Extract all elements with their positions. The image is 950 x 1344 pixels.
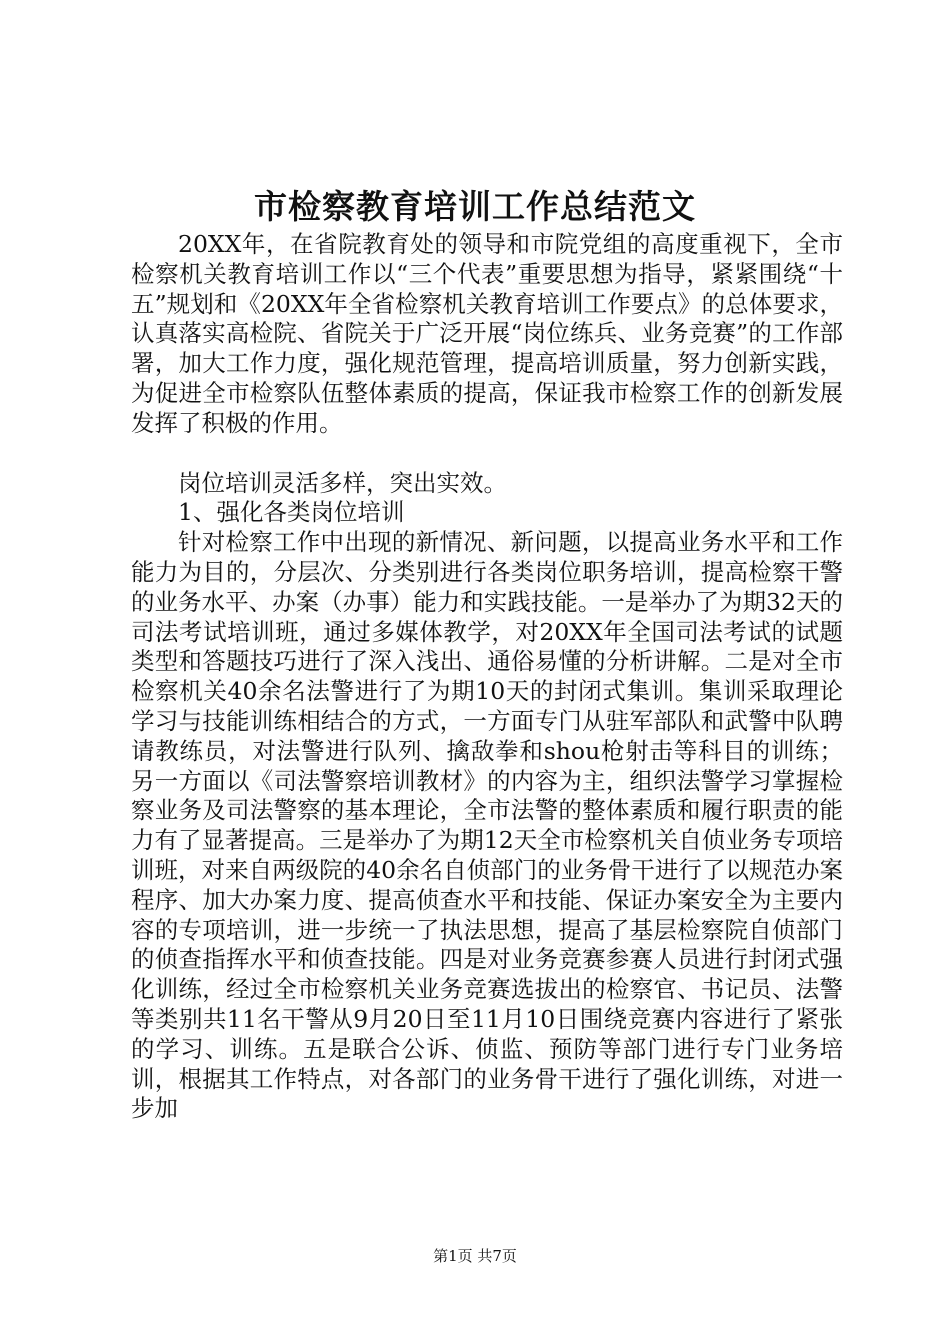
document-title: 市检察教育培训工作总结范文 <box>254 187 696 226</box>
intro-paragraph: 20XX年，在省院教育处的领导和市院党组的高度重视下，全市检察机关教育培训工作以“三个代表”重要思想为指导，紧紧围绕“十五”规划和《20XX年全省检察机关教育培训工作要点》的总体要求，认真落实高检院、省院关于广泛开展“岗位练兵、业务竞赛”的工作部署，加大工作力度，强化规范管理，提高培训质量，努力创新实践，为促进全市检察队伍整体素质的提高，保证我市检察工作的创新发展发挥了积极的作用。 <box>131 230 843 437</box>
page-footer: 第1页 共7页 <box>433 1247 517 1265</box>
paragraph-gap <box>131 439 843 469</box>
section-heading: 岗位培训灵活多样，突出实效。 <box>178 468 507 497</box>
body-paragraph: 针对检察工作中出现的新情况、新问题，以提高业务水平和工作能力为目的，分层次、分类别进行各类岗位职务培训，提高检察干警的业务水平、办案（办事）能力和实践技能。一是举办了为期32天的司法考试培训班，通过多媒体教学，对20XX年全国司法考试的试题类型和答题技巧进行了深入浅出、通俗易懂的分析讲解。二是对全市检察机关40余名法警进行了为期10天的封闭式集训。集训采取理论学习与技能训练相结合的方式，一方面专门从驻军部队和武警中队聘请教练员，对法警进行队列、擒敌拳和shou枪射击等科目的训练；另一方面以《司法警察培训教材》的内容为主，组织法警学习掌握检察业务及司法警察的基本理论，全市法警的整体素质和履行职责的能力有了显著提高。三是举办了为期12天全市检察机关自侦业务专项培训班，对来自两级院的40余名自侦部门的业务骨干进行了以规范办案程序、加大办案力度、提高侦查水平和技能、保证办案安全为主要内容的专项培训，进一步统一了执法思想，提高了基层检察院自侦部门的侦查指挥水平和侦查技能。四是对业务竞赛参赛人员进行封闭式强化训练，经过全市检察机关业务竞赛选拔出的检察官、书记员、法警等类别共11名干警从9月20日至11月10日围绕竞赛内容进行了紧张的学习、训练。五是联合公诉、侦监、预防等部门进行专门业务培训，根据其工作特点，对各部门的业务骨干进行了强化训练，对进一步加 <box>131 528 843 1123</box>
subheading: 1、强化各类岗位培训 <box>178 498 405 527</box>
document-body <box>131 230 843 1124</box>
